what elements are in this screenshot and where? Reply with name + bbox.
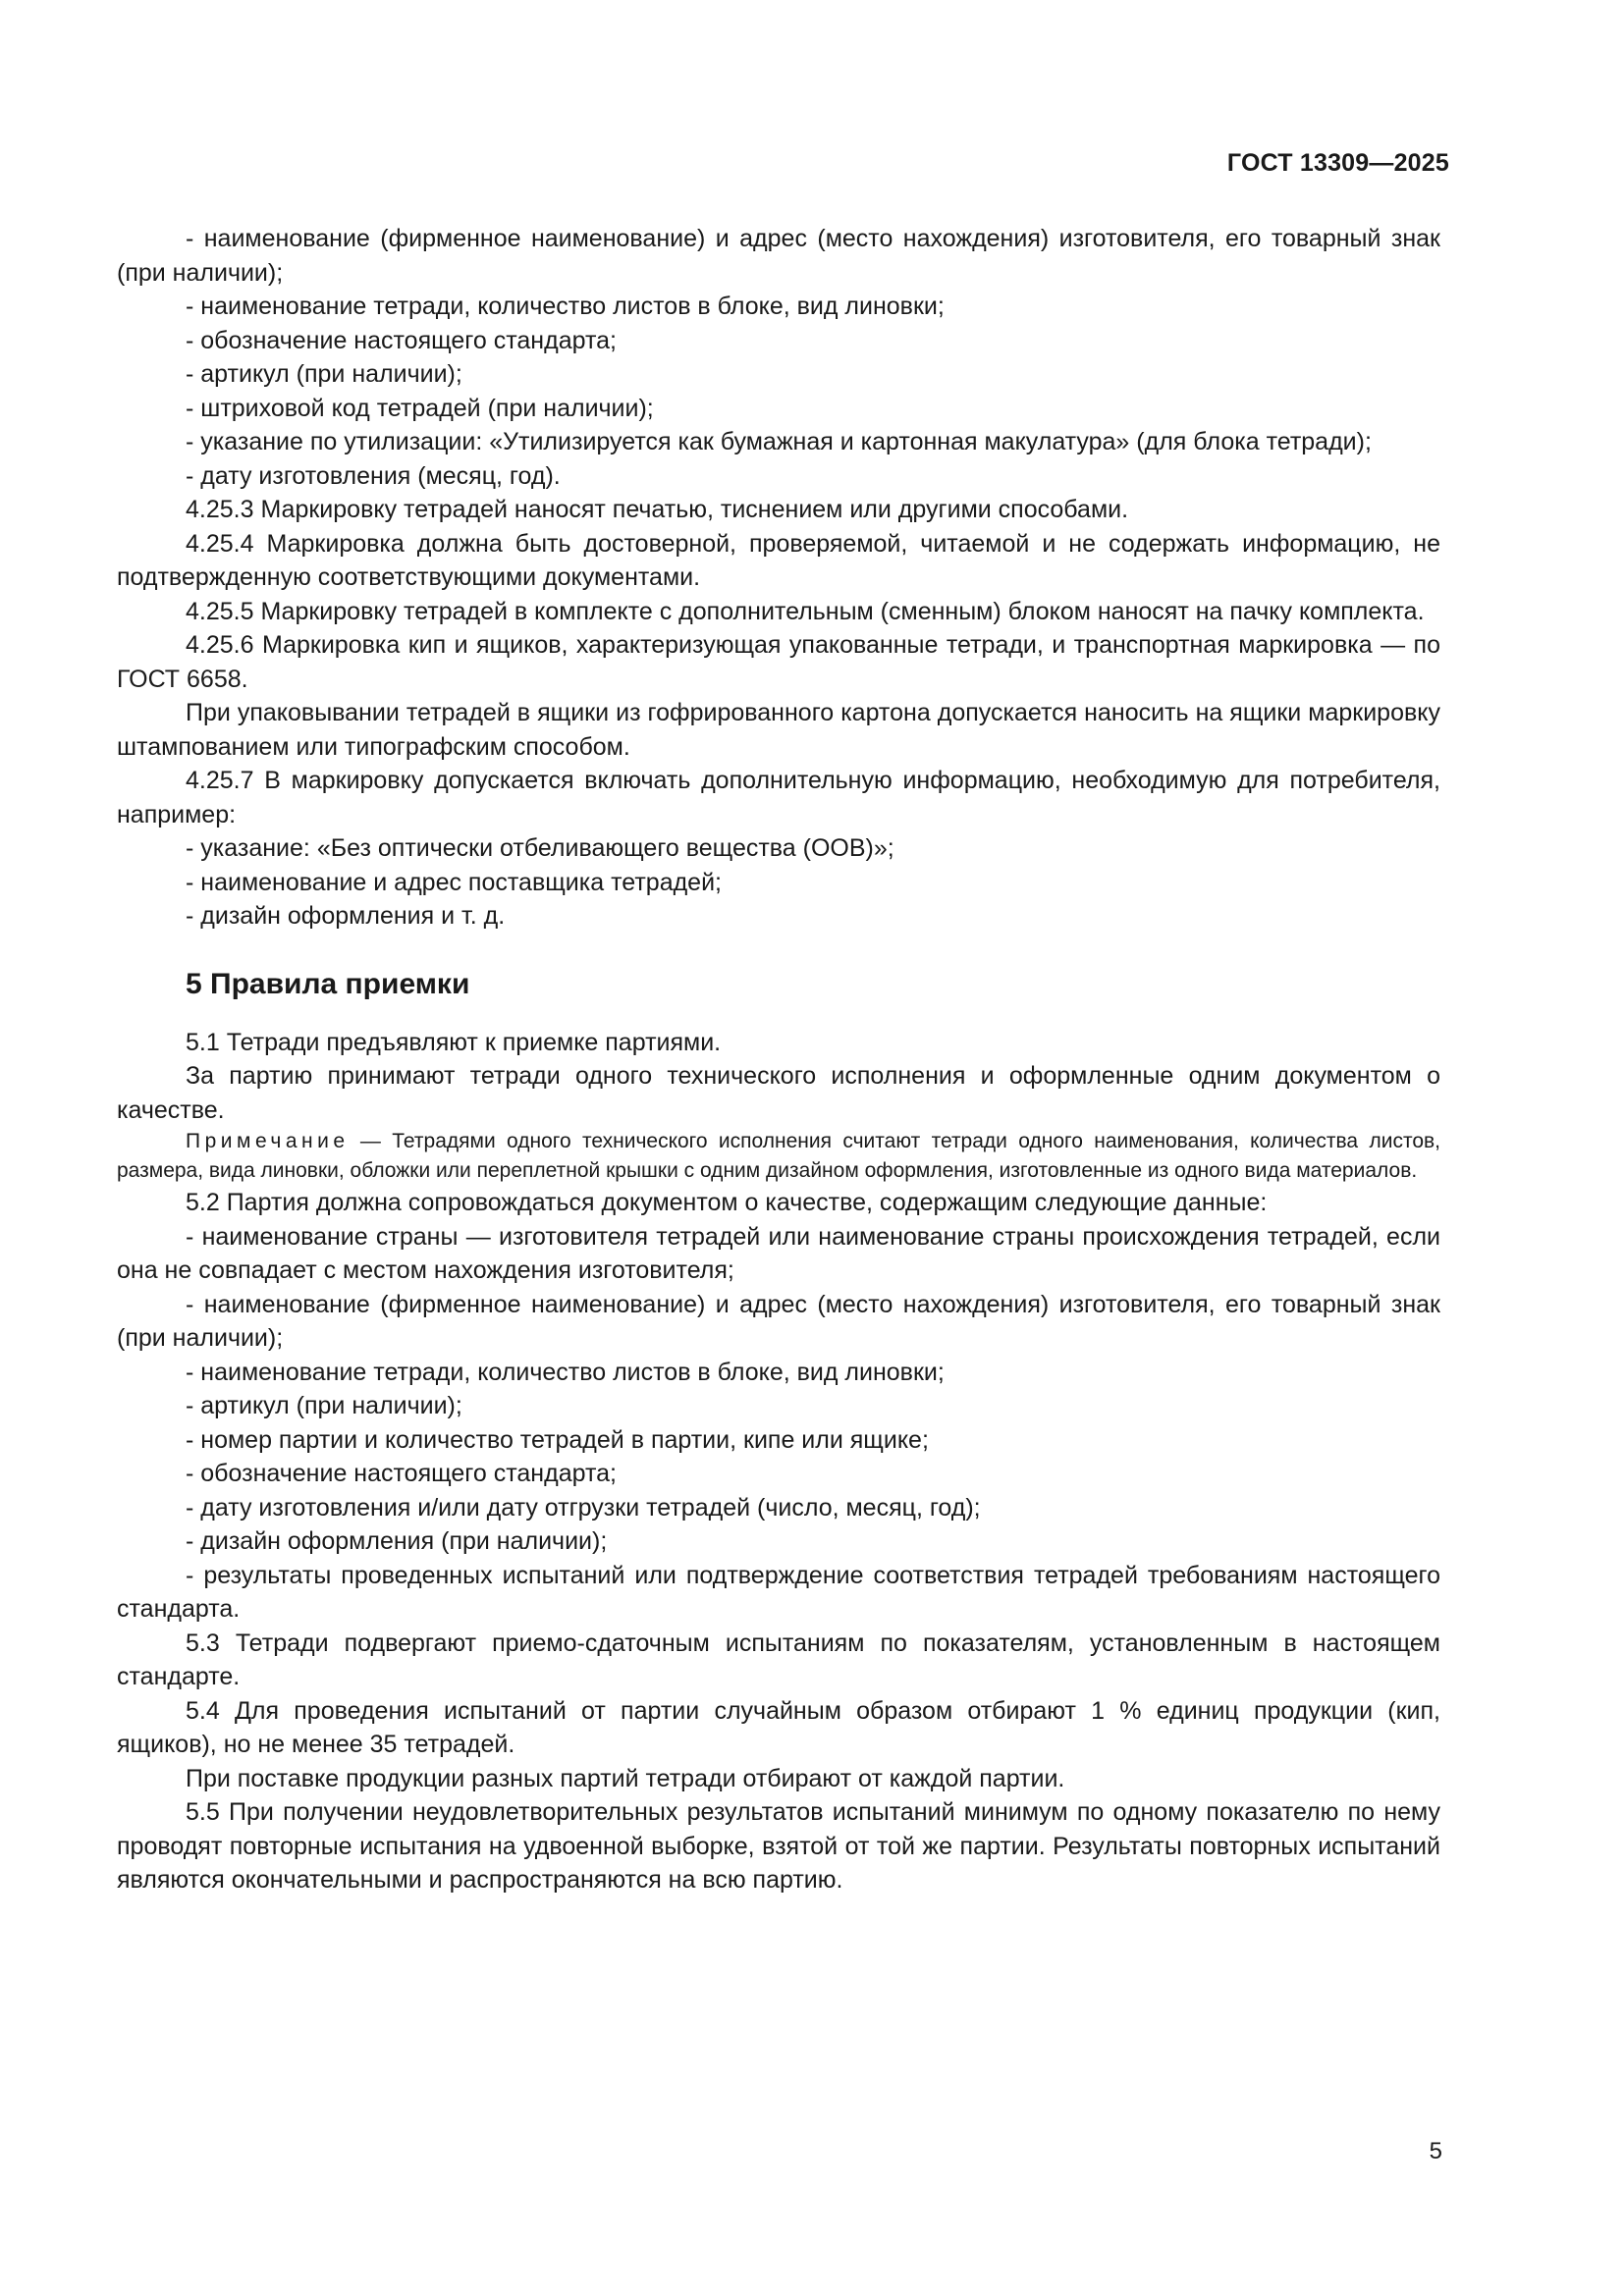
- paragraph: 4.25.3 Маркировку тетрадей наносят печатью, тиснением или другими способами.: [186, 496, 1129, 523]
- paragraph: - наименование и адрес поставщика тетрадей;: [186, 868, 722, 896]
- note: [117, 1127, 1440, 1186]
- marking-list: [117, 222, 1440, 934]
- section-heading: 5 Правила приемки: [186, 967, 470, 1000]
- paragraph: 4.25.7 В маркировку допускается включать дополнительную информацию, необходимую для потребителя, например:: [117, 767, 1440, 828]
- standard-designation: ГОСТ 13309—2025: [1226, 149, 1449, 177]
- paragraph: При поставке продукции разных партий тетради отбирают от каждой партии.: [186, 1764, 1065, 1792]
- paragraph: - артикул (при наличии);: [186, 360, 462, 388]
- paragraph: - дизайн оформления и т. д.: [186, 902, 506, 930]
- paragraph: - номер партии и количество тетрадей в партии, кипе или ящике;: [186, 1425, 929, 1454]
- note-text: — Тетрадями одного технического исполнения считают тетради одного наименования, количества листов, размера, вида линовки, обложки или переплетной крышки с одним дизайном оформления, изготовленные из одного вида материалов.: [117, 1130, 1440, 1182]
- paragraph: 4.25.6 Маркировка кип и ящиков, характеризующая упакованные тетради, и транспортная маркировка — по ГОСТ 6658.: [117, 631, 1440, 693]
- paragraph: - наименование тетради, количество листов в блоке, вид линовки;: [186, 1358, 945, 1386]
- paragraph: - результаты проведенных испытаний или подтверждение соответствия тетрадей требованиям настоящего стандарта.: [117, 1561, 1440, 1623]
- paragraph: - обозначение настоящего стандарта;: [186, 326, 617, 354]
- paragraph: 5.2 Партия должна сопровождаться документом о качестве, содержащим следующие данные:: [186, 1189, 1268, 1216]
- paragraph: - дату изготовления (месяц, год).: [186, 461, 561, 490]
- paragraph: - обозначение настоящего стандарта;: [186, 1460, 617, 1487]
- paragraph: - указание: «Без оптически отбеливающего вещества (ООВ)»;: [186, 834, 894, 862]
- paragraph: - наименование тетради, количество листов в блоке, вид линовки;: [186, 293, 945, 320]
- paragraph: - наименование (фирменное наименование) и адрес (место нахождения) изготовителя, его товарный знак (при наличии);: [117, 225, 1440, 287]
- paragraph: - дизайн оформления (при наличии);: [186, 1527, 608, 1555]
- paragraph: - наименование страны — изготовителя тетрадей или наименование страны происхождения тетрадей, если она не совпадает с местом нахождения изготовителя;: [117, 1222, 1440, 1284]
- paragraph: 4.25.5 Маркировку тетрадей в комплекте с дополнительным (сменным) блоком наносят на пачку комплекта.: [186, 597, 1425, 625]
- paragraph: - указание по утилизации: «Утилизируется как бумажная и картонная макулатура» (для блока тетради);: [186, 428, 1372, 455]
- paragraph: За партию принимают тетради одного технического исполнения и оформленные одним документом о качестве.: [117, 1062, 1440, 1124]
- paragraph: 5.4 Для проведения испытаний от партии случайным образом отбирают 1 % единиц продукции (кип, ящиков), но не менее 35 тетрадей.: [117, 1696, 1440, 1758]
- paragraph: - штриховой код тетрадей (при наличии);: [186, 394, 654, 422]
- paragraph: 5.1 Тетради предъявляют к приемке партиями.: [186, 1028, 722, 1056]
- paragraph: - артикул (при наличии);: [186, 1392, 462, 1419]
- paragraph: 4.25.4 Маркировка должна быть достоверной, проверяемой, читаемой и не содержать информацию, не подтвержденную соответствующими документами.: [117, 529, 1440, 591]
- paragraph: 5.5 При получении неудовлетворительных результатов испытаний минимум по одному показателю по нему проводят повторные испытания на удвоенной выборке, взятой от той же партии. Результаты повторных испытаний являются окончательными и распространяются на всю партию.: [117, 1798, 1440, 1894]
- paragraph: При упаковывании тетрадей в ящики из гофрированного картона допускается наносить на ящики маркировку штампованием или типографским способом.: [117, 699, 1440, 761]
- note-label: Примечание: [186, 1130, 350, 1152]
- paragraph: - дату изготовления и/или дату отгрузки тетрадей (число, месяц, год);: [186, 1493, 981, 1522]
- paragraph: 5.3 Тетради подвергают приемо-сдаточным испытаниям по показателям, установленным в настоящем стандарте.: [117, 1629, 1440, 1690]
- paragraph: - наименование (фирменное наименование) и адрес (место нахождения) изготовителя, его товарный знак (при наличии);: [117, 1290, 1440, 1352]
- page-number: 5: [1429, 2138, 1442, 2164]
- page-content: [117, 222, 1440, 1897]
